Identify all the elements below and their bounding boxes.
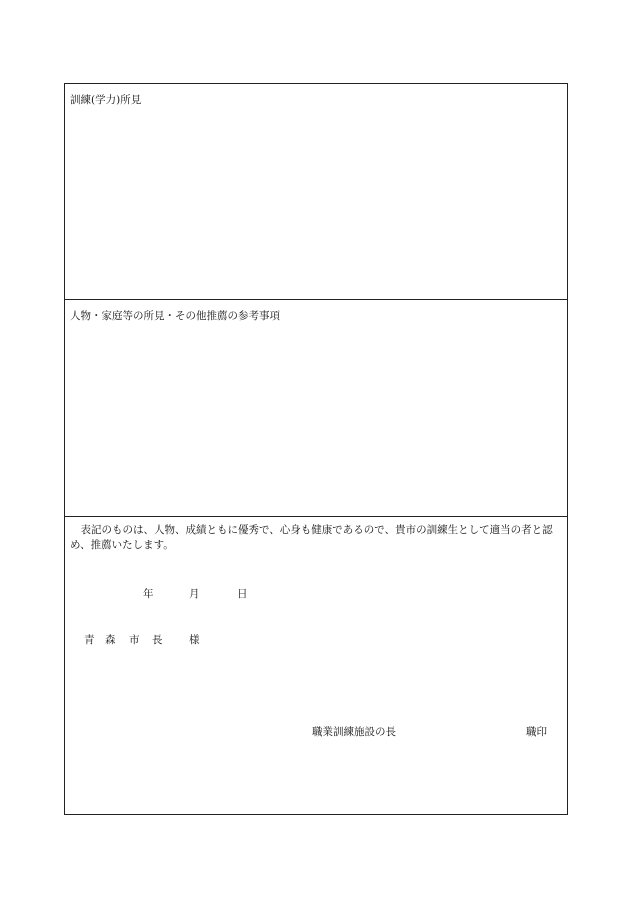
recommendation-statement: 表記のものは、人物、成績ともに優秀で、心身も健康であるので、貴市の訓練生として適当の者と認め、推薦いたします。 <box>70 524 553 551</box>
official-seal-label: 職印 <box>526 726 547 738</box>
date-month-label: 月 <box>189 588 200 600</box>
addressee-char-4: 長 <box>152 634 163 646</box>
addressee-char-1: 青 <box>84 634 95 646</box>
addressee-honorific: 様 <box>189 634 200 646</box>
personal-observation-heading: 人物・家庭等の所見・その他推薦の参考事項 <box>70 310 280 322</box>
date-year-label: 年 <box>143 588 154 600</box>
training-observation-heading: 訓練(学力)所見 <box>70 94 142 106</box>
signer-title: 職業訓練施設の長 <box>312 726 396 738</box>
recommendation-form-table <box>64 83 568 815</box>
personal-observation-section[interactable] <box>65 300 567 517</box>
recommendation-section <box>65 517 567 814</box>
addressee-char-2: 森 <box>105 634 116 646</box>
training-observation-section[interactable] <box>65 84 567 300</box>
date-day-label: 日 <box>237 588 248 600</box>
addressee-char-3: 市 <box>129 634 140 646</box>
